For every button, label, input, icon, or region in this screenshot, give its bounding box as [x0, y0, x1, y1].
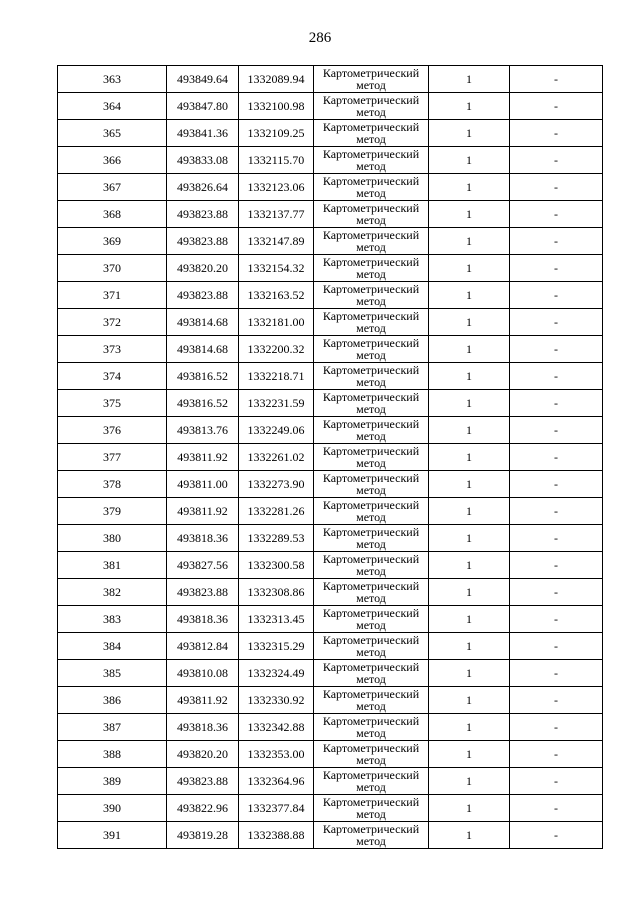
accuracy-cell: 1: [429, 390, 510, 417]
x-coordinate-cell: 493811.92: [167, 444, 239, 471]
x-coordinate-cell: 493822.96: [167, 795, 239, 822]
table-row: [58, 579, 603, 606]
accuracy-cell: 1: [429, 687, 510, 714]
accuracy-cell: 1: [429, 363, 510, 390]
point-number-cell: 371: [58, 282, 167, 309]
method-line-2: метод: [356, 618, 386, 632]
y-coordinate-cell: 1332300.58: [239, 552, 314, 579]
y-coordinate-cell: 1332249.06: [239, 417, 314, 444]
method-line-2: метод: [356, 375, 386, 389]
point-number-cell: 369: [58, 228, 167, 255]
method-cell: [314, 309, 429, 336]
note-cell: -: [510, 552, 603, 579]
point-number-cell: 390: [58, 795, 167, 822]
method-line-1: Картометрический: [322, 444, 420, 458]
method-cell: [314, 174, 429, 201]
accuracy-cell: 1: [429, 660, 510, 687]
table-body: [58, 66, 603, 849]
table-row: [58, 147, 603, 174]
method-line-1: Картометрический: [322, 606, 420, 620]
point-number-cell: 389: [58, 768, 167, 795]
note-cell: -: [510, 579, 603, 606]
accuracy-cell: 1: [429, 579, 510, 606]
x-coordinate-cell: 493823.88: [167, 201, 239, 228]
accuracy-cell: 1: [429, 498, 510, 525]
accuracy-cell: 1: [429, 120, 510, 147]
method-line-2: метод: [356, 78, 386, 92]
note-cell: -: [510, 822, 603, 849]
note-cell: -: [510, 255, 603, 282]
method-cell: [314, 390, 429, 417]
method-cell: [314, 471, 429, 498]
table-row: [58, 822, 603, 849]
table-row: [58, 255, 603, 282]
note-cell: -: [510, 633, 603, 660]
method-line-1: Картометрический: [322, 120, 420, 134]
accuracy-cell: 1: [429, 795, 510, 822]
method-line-2: метод: [356, 834, 386, 848]
method-cell: [314, 228, 429, 255]
table-row: [58, 687, 603, 714]
method-line-2: метод: [356, 564, 386, 578]
accuracy-cell: 1: [429, 417, 510, 444]
method-line-2: метод: [356, 402, 386, 416]
point-number-cell: 368: [58, 201, 167, 228]
method-cell: [314, 66, 429, 93]
note-cell: -: [510, 687, 603, 714]
point-number-cell: 379: [58, 498, 167, 525]
note-cell: -: [510, 363, 603, 390]
table-row: [58, 309, 603, 336]
x-coordinate-cell: 493849.64: [167, 66, 239, 93]
y-coordinate-cell: 1332353.00: [239, 741, 314, 768]
accuracy-cell: 1: [429, 201, 510, 228]
method-line-2: метод: [356, 186, 386, 200]
method-cell: [314, 795, 429, 822]
method-line-2: метод: [356, 807, 386, 821]
method-line-1: Картометрический: [322, 822, 420, 836]
method-cell: [314, 282, 429, 309]
note-cell: -: [510, 714, 603, 741]
point-number-cell: 388: [58, 741, 167, 768]
x-coordinate-cell: 493810.08: [167, 660, 239, 687]
accuracy-cell: 1: [429, 741, 510, 768]
method-line-1: Картометрический: [322, 795, 420, 809]
point-number-cell: 372: [58, 309, 167, 336]
method-line-1: Картометрический: [322, 741, 420, 755]
method-line-1: Картометрический: [322, 309, 420, 323]
method-line-1: Картометрический: [322, 390, 420, 404]
method-line-1: Картометрический: [322, 471, 420, 485]
y-coordinate-cell: 1332200.32: [239, 336, 314, 363]
method-line-2: метод: [356, 240, 386, 254]
point-number-cell: 386: [58, 687, 167, 714]
method-line-2: метод: [356, 321, 386, 335]
method-line-2: метод: [356, 213, 386, 227]
y-coordinate-cell: 1332388.88: [239, 822, 314, 849]
method-line-1: Картометрический: [322, 417, 420, 431]
note-cell: -: [510, 606, 603, 633]
method-line-2: метод: [356, 699, 386, 713]
accuracy-cell: 1: [429, 174, 510, 201]
x-coordinate-cell: 493814.68: [167, 336, 239, 363]
x-coordinate-cell: 493818.36: [167, 606, 239, 633]
method-line-1: Картометрический: [322, 714, 420, 728]
table-row: [58, 768, 603, 795]
y-coordinate-cell: 1332154.32: [239, 255, 314, 282]
y-coordinate-cell: 1332261.02: [239, 444, 314, 471]
point-number-cell: 367: [58, 174, 167, 201]
y-coordinate-cell: 1332313.45: [239, 606, 314, 633]
method-line-2: метод: [356, 456, 386, 470]
method-cell: [314, 120, 429, 147]
note-cell: -: [510, 741, 603, 768]
point-number-cell: 366: [58, 147, 167, 174]
table-row: [58, 606, 603, 633]
method-line-1: Картометрический: [322, 282, 420, 296]
method-line-2: метод: [356, 780, 386, 794]
x-coordinate-cell: 493812.84: [167, 633, 239, 660]
table-row: [58, 93, 603, 120]
method-line-2: метод: [356, 105, 386, 119]
point-number-cell: 391: [58, 822, 167, 849]
method-cell: [314, 201, 429, 228]
method-line-2: метод: [356, 753, 386, 767]
method-line-2: метод: [356, 483, 386, 497]
method-line-1: Картометрический: [322, 633, 420, 647]
x-coordinate-cell: 493823.88: [167, 579, 239, 606]
accuracy-cell: 1: [429, 768, 510, 795]
table-row: [58, 741, 603, 768]
method-cell: [314, 741, 429, 768]
accuracy-cell: 1: [429, 255, 510, 282]
table-row: [58, 201, 603, 228]
y-coordinate-cell: 1332218.71: [239, 363, 314, 390]
accuracy-cell: 1: [429, 471, 510, 498]
y-coordinate-cell: 1332308.86: [239, 579, 314, 606]
table-row: [58, 471, 603, 498]
x-coordinate-cell: 493841.36: [167, 120, 239, 147]
y-coordinate-cell: 1332181.00: [239, 309, 314, 336]
point-number-cell: 365: [58, 120, 167, 147]
method-line-2: метод: [356, 537, 386, 551]
method-line-1: Картометрический: [322, 174, 420, 188]
point-number-cell: 375: [58, 390, 167, 417]
table-row: [58, 363, 603, 390]
y-coordinate-cell: 1332147.89: [239, 228, 314, 255]
y-coordinate-cell: 1332377.84: [239, 795, 314, 822]
method-line-1: Картометрический: [322, 93, 420, 107]
table-row: [58, 282, 603, 309]
x-coordinate-cell: 493818.36: [167, 525, 239, 552]
table-row: [58, 552, 603, 579]
note-cell: -: [510, 795, 603, 822]
method-line-1: Картометрический: [322, 498, 420, 512]
method-line-2: метод: [356, 294, 386, 308]
y-coordinate-cell: 1332281.26: [239, 498, 314, 525]
note-cell: -: [510, 201, 603, 228]
method-line-1: Картометрический: [322, 687, 420, 701]
method-line-2: метод: [356, 159, 386, 173]
accuracy-cell: 1: [429, 66, 510, 93]
y-coordinate-cell: 1332289.53: [239, 525, 314, 552]
y-coordinate-cell: 1332123.06: [239, 174, 314, 201]
y-coordinate-cell: 1332315.29: [239, 633, 314, 660]
method-cell: [314, 633, 429, 660]
method-line-1: Картометрический: [322, 660, 420, 674]
coordinates-table: [57, 65, 603, 849]
note-cell: -: [510, 471, 603, 498]
table-row: [58, 633, 603, 660]
method-line-1: Картометрический: [322, 201, 420, 215]
x-coordinate-cell: 493833.08: [167, 147, 239, 174]
accuracy-cell: 1: [429, 228, 510, 255]
x-coordinate-cell: 493816.52: [167, 390, 239, 417]
accuracy-cell: 1: [429, 147, 510, 174]
method-cell: [314, 687, 429, 714]
x-coordinate-cell: 493823.88: [167, 282, 239, 309]
accuracy-cell: 1: [429, 606, 510, 633]
accuracy-cell: 1: [429, 714, 510, 741]
accuracy-cell: 1: [429, 633, 510, 660]
note-cell: -: [510, 498, 603, 525]
table-row: [58, 336, 603, 363]
note-cell: -: [510, 228, 603, 255]
note-cell: -: [510, 444, 603, 471]
point-number-cell: 385: [58, 660, 167, 687]
table-row: [58, 498, 603, 525]
method-cell: [314, 444, 429, 471]
method-line-1: Картометрический: [322, 147, 420, 161]
method-cell: [314, 768, 429, 795]
method-line-1: Картометрический: [322, 228, 420, 242]
note-cell: -: [510, 147, 603, 174]
method-line-1: Картометрический: [322, 255, 420, 269]
page-number: 286: [308, 30, 332, 46]
accuracy-cell: 1: [429, 282, 510, 309]
method-line-2: метод: [356, 132, 386, 146]
note-cell: -: [510, 417, 603, 444]
x-coordinate-cell: 493823.88: [167, 768, 239, 795]
method-cell: [314, 498, 429, 525]
point-number-cell: 363: [58, 66, 167, 93]
y-coordinate-cell: 1332109.25: [239, 120, 314, 147]
point-number-cell: 374: [58, 363, 167, 390]
method-cell: [314, 255, 429, 282]
table-row: [58, 66, 603, 93]
x-coordinate-cell: 493819.28: [167, 822, 239, 849]
x-coordinate-cell: 493826.64: [167, 174, 239, 201]
method-cell: [314, 660, 429, 687]
point-number-cell: 382: [58, 579, 167, 606]
table-row: [58, 660, 603, 687]
note-cell: -: [510, 525, 603, 552]
x-coordinate-cell: 493820.20: [167, 255, 239, 282]
note-cell: -: [510, 66, 603, 93]
accuracy-cell: 1: [429, 525, 510, 552]
y-coordinate-cell: 1332115.70: [239, 147, 314, 174]
x-coordinate-cell: 493811.92: [167, 687, 239, 714]
point-number-cell: 370: [58, 255, 167, 282]
point-number-cell: 384: [58, 633, 167, 660]
point-number-cell: 381: [58, 552, 167, 579]
y-coordinate-cell: 1332163.52: [239, 282, 314, 309]
point-number-cell: 380: [58, 525, 167, 552]
method-line-2: метод: [356, 672, 386, 686]
x-coordinate-cell: 493823.88: [167, 228, 239, 255]
method-line-1: Картометрический: [322, 66, 420, 80]
method-cell: [314, 579, 429, 606]
method-line-1: Картометрический: [322, 768, 420, 782]
point-number-cell: 378: [58, 471, 167, 498]
note-cell: -: [510, 282, 603, 309]
method-cell: [314, 417, 429, 444]
note-cell: -: [510, 390, 603, 417]
note-cell: -: [510, 768, 603, 795]
y-coordinate-cell: 1332324.49: [239, 660, 314, 687]
method-line-2: метод: [356, 726, 386, 740]
accuracy-cell: 1: [429, 822, 510, 849]
method-line-2: метод: [356, 645, 386, 659]
x-coordinate-cell: 493820.20: [167, 741, 239, 768]
accuracy-cell: 1: [429, 93, 510, 120]
method-cell: [314, 714, 429, 741]
method-cell: [314, 147, 429, 174]
note-cell: -: [510, 174, 603, 201]
y-coordinate-cell: 1332342.88: [239, 714, 314, 741]
accuracy-cell: 1: [429, 552, 510, 579]
method-line-1: Картометрический: [322, 579, 420, 593]
method-line-2: метод: [356, 591, 386, 605]
method-line-2: метод: [356, 429, 386, 443]
accuracy-cell: 1: [429, 309, 510, 336]
table-row: [58, 390, 603, 417]
table-row: [58, 525, 603, 552]
table-row: [58, 228, 603, 255]
table-row: [58, 444, 603, 471]
x-coordinate-cell: 493814.68: [167, 309, 239, 336]
y-coordinate-cell: 1332100.98: [239, 93, 314, 120]
method-line-1: Картометрический: [322, 363, 420, 377]
y-coordinate-cell: 1332137.77: [239, 201, 314, 228]
x-coordinate-cell: 493816.52: [167, 363, 239, 390]
x-coordinate-cell: 493811.00: [167, 471, 239, 498]
point-number-cell: 364: [58, 93, 167, 120]
method-line-1: Картометрический: [322, 336, 420, 350]
method-cell: [314, 363, 429, 390]
note-cell: -: [510, 120, 603, 147]
note-cell: -: [510, 660, 603, 687]
point-number-cell: 377: [58, 444, 167, 471]
x-coordinate-cell: 493847.80: [167, 93, 239, 120]
y-coordinate-cell: 1332364.96: [239, 768, 314, 795]
point-number-cell: 373: [58, 336, 167, 363]
method-cell: [314, 552, 429, 579]
y-coordinate-cell: 1332089.94: [239, 66, 314, 93]
point-number-cell: 387: [58, 714, 167, 741]
table-row: [58, 417, 603, 444]
method-cell: [314, 606, 429, 633]
method-line-2: метод: [356, 267, 386, 281]
table-row: [58, 795, 603, 822]
note-cell: -: [510, 336, 603, 363]
x-coordinate-cell: 493827.56: [167, 552, 239, 579]
x-coordinate-cell: 493818.36: [167, 714, 239, 741]
method-cell: [314, 822, 429, 849]
method-cell: [314, 93, 429, 120]
y-coordinate-cell: 1332330.92: [239, 687, 314, 714]
method-line-1: Картометрический: [322, 552, 420, 566]
method-cell: [314, 525, 429, 552]
method-line-1: Картометрический: [322, 525, 420, 539]
accuracy-cell: 1: [429, 336, 510, 363]
x-coordinate-cell: 493813.76: [167, 417, 239, 444]
y-coordinate-cell: 1332273.90: [239, 471, 314, 498]
method-line-2: метод: [356, 510, 386, 524]
accuracy-cell: 1: [429, 444, 510, 471]
point-number-cell: 383: [58, 606, 167, 633]
method-cell: [314, 336, 429, 363]
table-row: [58, 714, 603, 741]
note-cell: -: [510, 93, 603, 120]
table-row: [58, 174, 603, 201]
x-coordinate-cell: 493811.92: [167, 498, 239, 525]
note-cell: -: [510, 309, 603, 336]
point-number-cell: 376: [58, 417, 167, 444]
y-coordinate-cell: 1332231.59: [239, 390, 314, 417]
table-row: [58, 120, 603, 147]
method-line-2: метод: [356, 348, 386, 362]
